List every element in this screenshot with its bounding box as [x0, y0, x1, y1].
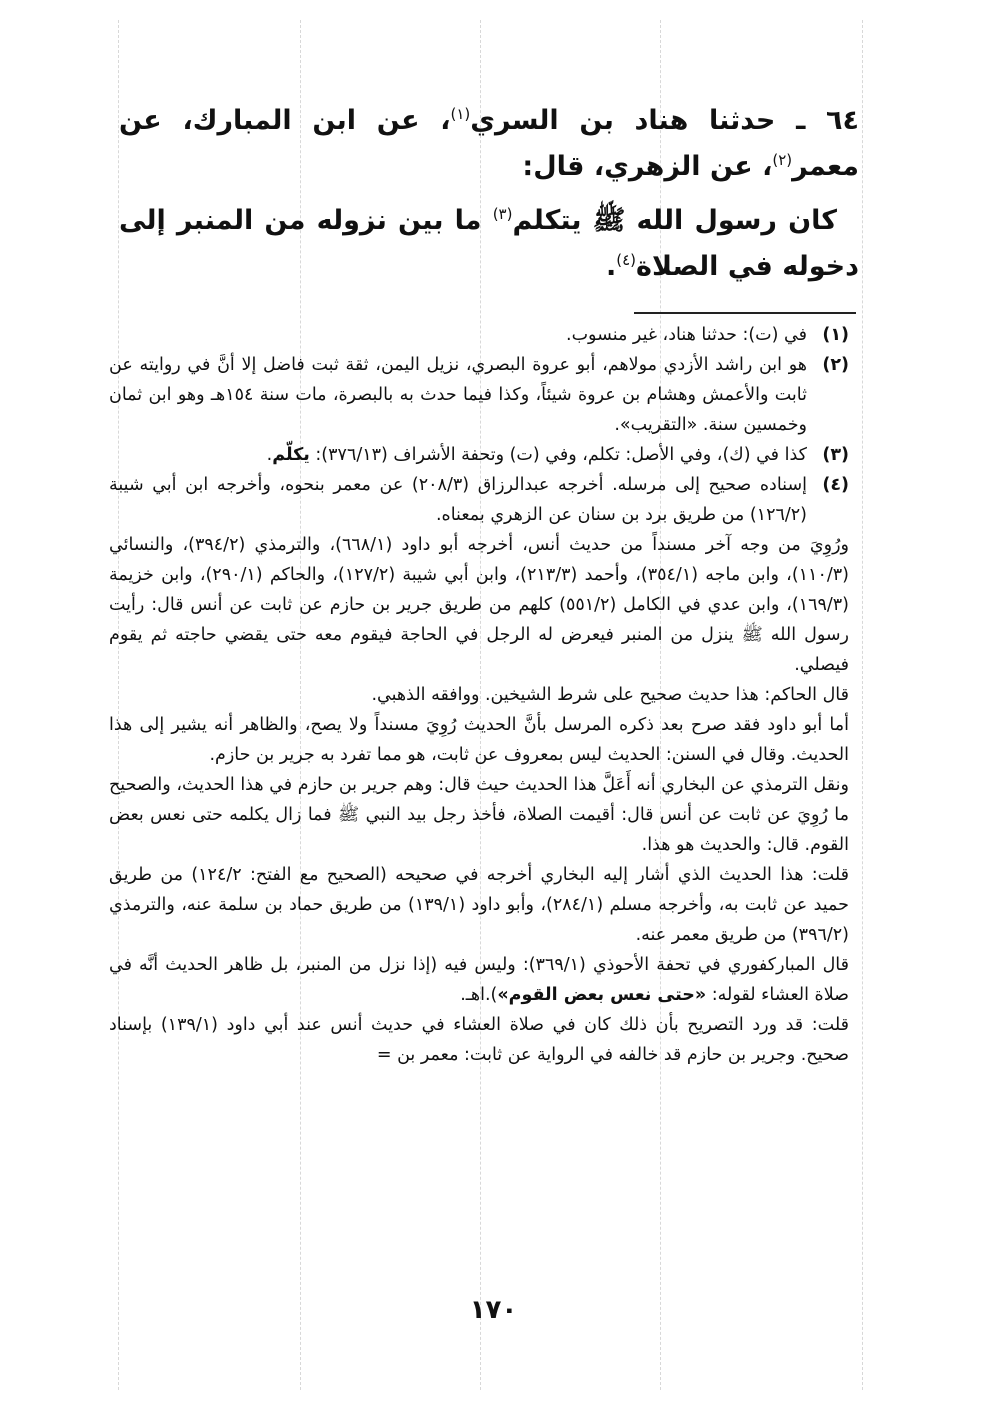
footnote-text: كذا في (ك)، وفي الأصل: تكلم، وفي (ت) وتحفة الأشراف (٣٧٦/١٣): — [309, 445, 807, 465]
hadith-matn-text-3: . — [605, 251, 617, 282]
hadith-matn — [119, 198, 859, 290]
mubarakfuri-quote: «حتى نعس بعض القوم» — [497, 985, 707, 1005]
hadith-matn-text-1: كان رسول الله ﷺ يتكلم — [512, 205, 837, 236]
page-number: ١٧٠ — [469, 1295, 518, 1325]
abu-dawud-paragraph: أما أبو داود فقد صرح بعد ذكره المرسل بأنَّ الحديث رُوِيَ مسنداً ولا يصح، والظاهر أنه يشير إلى هذا الحديث. وقال في السنن: الحديث ليس بمعروف عن ثابت، هو مما تفرد به جرير بن حازم. — [109, 715, 849, 765]
tirmidhi-paragraph: ونقل الترمذي عن البخاري أنه أَعَلَّ هذا الحديث حيث قال: وهم جرير بن حازم في هذا الحديث، والصحيح ما رُوِيَ عن ثابت عن أنس قال: أقيمت الصلاة، فأخذ رجل بيد النبي ﷺ فما زال يكلمه حتى نعس بعض القوم. قال: والحديث هو هذا. — [109, 775, 849, 855]
footnote-text: في (ت): حدثنا هناد، غير منسوب. — [566, 325, 807, 345]
footnote-text: هو ابن راشد الأزدي مولاهم، أبو عروة البصري، نزيل اليمن، ثقة ثبت فاضل إلا أنَّ في روايته عن ثابت والأعمش وهشام بن عروة شيئاً، وكذا فيما حدث به بالبصرة، مات سنة ١٥٤هـ وهو ابن ثمان وخمسين سنة. «التقريب». — [109, 355, 807, 435]
footnotes-section — [109, 320, 849, 1070]
footnote-ref-3: (٣) — [492, 205, 513, 223]
footnote-2 — [109, 350, 849, 440]
footnote-number: (١) — [822, 325, 849, 345]
footnote-4 — [109, 470, 849, 530]
hadith-matn-text-2: ما بين نزوله من المنبر إلى دخوله في الصلاة — [119, 205, 859, 282]
footnote-ref-4: (٤) — [616, 251, 636, 269]
footnote-bold-word: يكلّم — [272, 445, 310, 465]
footnote-text: إسناده صحيح إلى مرسله. أخرجه عبدالرزاق (٢٠٨/٣) عن معمر بنحوه، وأخرجه ابن أبي شيبة (١٢٦/٢) من طريق برد بن سنان عن الزهري بمعناه. — [109, 475, 807, 525]
mubarakfuri-tail: ).اهـ. — [460, 985, 498, 1005]
hakim-paragraph: قال الحاكم: هذا حديث صحيح على شرط الشيخين. ووافقه الذهبي. — [371, 685, 849, 705]
mubarakfuri-paragraph — [109, 950, 849, 1010]
footnote-ref-1: (١) — [450, 105, 471, 123]
qultu-paragraph-1: قلت: هذا الحديث الذي أشار إليه البخاري أخرجه في صحيحه (الصحيح مع الفتح: ١٢٤/٢) من طريق حميد عن ثابت به، وأخرجه مسلم (٢٨٤/١)، وأبو داود (١٣٩/١) من طريق حماد بن سلمة عنه، والترمذي (٣٩٦/٢) من طريق معمر عنه. — [109, 865, 850, 945]
footnote-ref-2: (٢) — [772, 151, 793, 169]
qultu-paragraph-2: قلت: قد ورد التصريح بأن ذلك كان في صلاة العشاء في حديث أنس عند أبي داود (١٣٩/١) بإسناد صحيح. وجرير بن حازم قد خالفه في الرواية عن ثابت: معمر بن = — [109, 1015, 849, 1065]
footnote-1 — [109, 320, 849, 350]
hadith-isnad-text-1: ٦٤ ـ حدثنا هناد بن السري — [470, 105, 859, 136]
footnote-divider — [634, 312, 856, 314]
footnote-number: (٤) — [822, 475, 849, 495]
footnote-tail: . — [266, 445, 273, 465]
mubarakfuri-text: قال المباركفوري في تحفة الأحوذي (٣٦٩/١): وليس فيه (إذا نزل من المنبر، بل ظاهر الحديث أنَّه في صلاة العشاء لقوله: — [109, 955, 849, 1005]
takhrij-paragraph: ورُوِيَ من وجه آخر مسنداً من حديث أنس، أخرجه أبو داود (٦٦٨/١)، والترمذي (٣٩٤/٢)، والنسائي (١١٠/٣)، وابن ماجه (٣٥٤/١)، وأحمد (٢١٣/٣)، وابن أبي شيبة (١٢٧/٢)، والحاكم (٢٩٠/١)، وابن خزيمة (١٦٩/٣)، وابن عدي في الكامل (٥٥١/٢) كلهم من طريق جرير بن حازم عن ثابت عن أنس قال: رأيت رسول الله ﷺ ينزل من المنبر فيعرض له الرجل في الحاجة فيقوم معه حتى يقضي حاجته ثم يقوم فيصلي. — [109, 535, 849, 675]
footnote-3 — [109, 440, 849, 470]
hadith-isnad — [119, 98, 859, 190]
footnote-number: (٣) — [822, 445, 849, 465]
hadith-isnad-text-2: ، عن ابن المبارك، عن معمر — [119, 105, 859, 182]
hadith-isnad-text-3: ، عن الزهري، قال: — [522, 151, 773, 182]
footnote-number: (٢) — [822, 355, 849, 375]
